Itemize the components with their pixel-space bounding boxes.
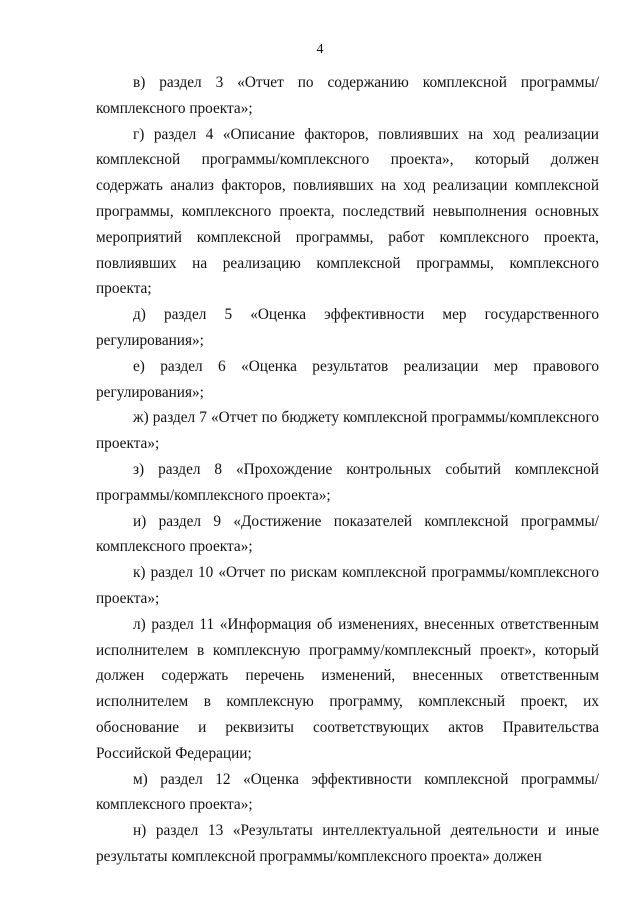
- list-item-l: л) раздел 11 «Информация об изменениях, внесенных ответственным исполнителем в комплексную программу/комплексный проект», который должен содержать перечень изменений, внесенных ответственным исполнителем в комплексную программу, комплексный проект, их обоснование и реквизиты соответствующих актов Правительства Российской Федерации;: [96, 615, 599, 762]
- list-item-z: з) раздел 8 «Прохождение контрольных событий комплексной программы/комплексного проекта»;: [96, 460, 599, 504]
- page-number: 4: [316, 42, 324, 57]
- list-item-m: м) раздел 12 «Оценка эффективности комплексной программы/комплексного проекта»;: [96, 770, 599, 814]
- list-item-i: и) раздел 9 «Достижение показателей комплексной программы/комплексного проекта»;: [96, 512, 599, 556]
- list-item-v: в) раздел 3 «Отчет по содержанию комплексной программы/комплексного проекта»;: [96, 74, 599, 117]
- list-item-n: н) раздел 13 «Результаты интеллектуальной деятельности и иные результаты комплексной программы/комплексного проекта» должен: [96, 822, 599, 865]
- list-item-e: е) раздел 6 «Оценка результатов реализации мер правового регулирования»;: [96, 357, 599, 401]
- list-item-d: д) раздел 5 «Оценка эффективности мер государственного регулирования»;: [96, 306, 599, 349]
- list-item-zh: ж) раздел 7 «Отчет по бюджету комплексной программы/комплексного проекта»;: [96, 409, 599, 453]
- list-item-g: г) раздел 4 «Описание факторов, повлиявших на ход реализации комплексной программы/комплексного проекта», который должен содержать анализ факторов, повлиявших на ход реализации комплексной программы, комплексного проекта, последствий невыполнения основных мероприятий комплексной программы, работ комплексного проекта, повлиявших на реализацию комплексной программы, комплексного проекта;: [96, 125, 599, 298]
- list-item-k: к) раздел 10 «Отчет по рискам комплексной программы/комплексного проекта»;: [96, 564, 599, 607]
- document-body: [96, 70, 599, 870]
